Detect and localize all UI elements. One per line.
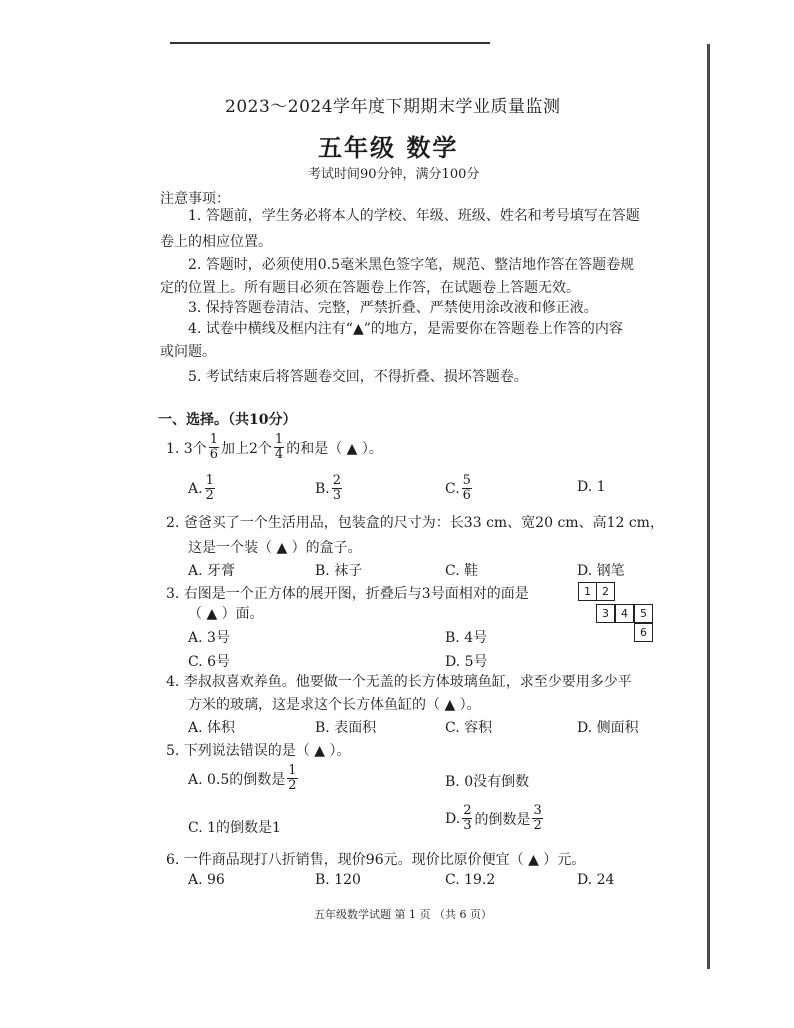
denominator: 2: [533, 818, 542, 833]
numerator: 1: [205, 473, 214, 488]
option-label: D.: [445, 810, 461, 827]
fraction: [287, 764, 297, 793]
question-3-stem: 3. 右图是一个正方体的展开图，折叠后与3号面相对的面是: [166, 586, 529, 602]
section-title: 一、选择。（共10分）: [158, 412, 297, 428]
net-face: 3: [596, 604, 615, 623]
notice-heading: 注意事项：: [160, 191, 230, 207]
q5-option-d: [445, 804, 545, 833]
fraction: [462, 474, 472, 503]
notice-line: 1. 答题前，学生务必将本人的学校、年级、班级、姓名和考号填写在答题: [188, 208, 640, 224]
q4-option-b: B. 表面积: [315, 720, 377, 736]
q6-option-b: B. 120: [315, 872, 361, 888]
net-face: 2: [596, 582, 615, 601]
numerator: 5: [462, 473, 471, 488]
denominator: 2: [205, 488, 214, 503]
q1-text: 加上2个: [221, 440, 272, 457]
denominator: 6: [462, 488, 471, 503]
q4-option-d: D. 侧面积: [577, 720, 639, 736]
q2-option-b: B. 袜子: [315, 563, 363, 579]
q2-option-d: D. 钢笔: [577, 563, 625, 579]
q5-option-c: C. 1的倒数是1: [188, 820, 281, 836]
q3-option-b: B. 4号: [445, 630, 488, 646]
cube-net-figure: [578, 582, 658, 644]
numerator: 1: [209, 432, 218, 447]
paper-top-edge: [170, 42, 490, 44]
numerator: 3: [533, 803, 542, 818]
q6-option-c: C. 19.2: [445, 872, 496, 888]
page-footer: 五年级数学试题 第 1 页 （共 6 页）: [314, 908, 492, 921]
option-label: B.: [315, 480, 330, 497]
notice-line: 卷上的相应位置。: [160, 234, 272, 250]
question-2-stem: 2. 爸爸买了一个生活用品，包装盒的尺寸为：长33 cm、宽20 cm、高12 cm，: [166, 515, 664, 531]
option-text: 的倒数是: [474, 811, 531, 828]
fraction: [209, 433, 219, 462]
q3-option-c: C. 6号: [188, 654, 231, 670]
net-face: 1: [578, 582, 597, 601]
option-label: A.: [188, 480, 203, 497]
q1-option-c: [445, 474, 474, 503]
fraction: [532, 804, 542, 833]
denominator: 3: [332, 488, 342, 503]
numerator: 2: [332, 473, 342, 488]
q5-option-b: B. 0没有倒数: [445, 774, 530, 790]
exam-title: 五年级 数学: [318, 133, 459, 162]
notice-line: 5. 考试结束后将答题卷交回，不得折叠、损坏答题卷。: [188, 369, 528, 385]
q1-text: 的和是（ ▲ ）。: [286, 440, 383, 457]
question-4-stem: 4. 李叔叔喜欢养鱼。他要做一个无盖的长方体玻璃鱼缸，求至少要用多少平: [166, 674, 632, 690]
option-label: C.: [445, 480, 460, 497]
q4-option-a: A. 体积: [188, 720, 236, 736]
fraction: [274, 433, 284, 462]
q3-option-a: A. 3号: [188, 630, 230, 646]
paper-right-edge: [707, 44, 710, 969]
fraction: [462, 804, 472, 833]
net-face: 6: [634, 623, 653, 642]
question-5-stem: 5. 下列说法错误的是（ ▲ ）。: [166, 743, 351, 759]
q6-option-a: A. 96: [188, 872, 225, 888]
numerator: 1: [274, 432, 284, 447]
q6-option-d: D. 24: [577, 872, 615, 888]
net-face: 4: [615, 604, 634, 623]
notice-line: 或问题。: [160, 344, 216, 360]
fraction: [205, 474, 215, 503]
q1-text: 1. 3个: [166, 440, 207, 457]
q1-option-a: [188, 474, 217, 503]
q2-option-a: A. 牙膏: [188, 563, 236, 579]
denominator: 6: [209, 447, 218, 462]
net-face: 5: [634, 604, 653, 623]
q4-option-c: C. 容积: [445, 720, 493, 736]
question-2-stem-cont: 这是一个装（ ▲ ）的盒子。: [188, 540, 362, 556]
fraction: [332, 474, 342, 503]
q3-option-d: D. 5号: [445, 654, 488, 670]
q2-option-c: C. 鞋: [445, 563, 479, 579]
q1-option-d: D. 1: [577, 479, 606, 495]
notice-line: 3. 保持答题卷清洁、完整，严禁折叠、严禁使用涂改液和修正液。: [188, 300, 598, 316]
notice-line: 2. 答题时，必须使用0.5毫米黑色签字笔，规范、整洁地作答在答题卷规: [188, 257, 635, 273]
question-6-stem: 6. 一件商品现打八折销售，现价96元。现价比原价便宜（ ▲ ）元。: [166, 852, 586, 868]
question-3-stem-cont: （ ▲ ）面。: [188, 606, 264, 622]
exam-header: 2023～2024学年度下期期末学业质量监测: [225, 97, 561, 117]
question-4-stem-cont: 方米的玻璃，这是求这个长方体鱼缸的（ ▲ ）。: [188, 697, 481, 713]
denominator: 2: [288, 778, 297, 793]
notice-line: 定的位置上。所有题目必须在答题卷上作答，在试题卷上答题无效。: [160, 280, 580, 296]
numerator: 1: [288, 763, 297, 778]
numerator: 2: [463, 803, 472, 818]
exam-subtitle: 考试时间90分钟，满分100分: [308, 167, 480, 182]
notice-line: 4. 试卷中横线及框内注有“▲”的地方，是需要你在答题卷上作答的内容: [188, 321, 623, 337]
denominator: 4: [274, 447, 284, 462]
denominator: 3: [463, 818, 472, 833]
option-text: A. 0.5的倒数是: [188, 771, 286, 788]
q5-option-a: [188, 764, 300, 793]
question-1-stem: [166, 433, 383, 462]
q1-option-b: [315, 474, 344, 503]
